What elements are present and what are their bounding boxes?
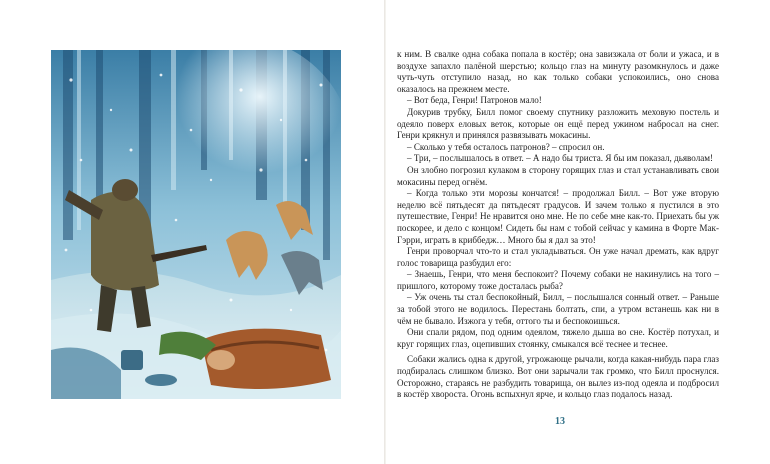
paragraph: Он злобно погрозил кулаком в сторону горящих глаз и стал устанавливать свои мокасины перед огнём. xyxy=(397,164,719,187)
page-number: 13 xyxy=(555,416,565,427)
winter-night-camp-illustration xyxy=(51,50,341,399)
paragraph: – Уж очень ты стал беспокойный, Билл, – послышался сонный ответ. – Раньше за тобой этого не водилось. Перестань болтать, спи, а утром встанешь как ни в чём не бывало. Изжога у тебя, оттого ты и беспокоишься. xyxy=(397,292,719,326)
paragraph: – Три, – послышалось в ответ. – А надо бы триста. Я бы им показал, дьяволам! xyxy=(407,153,714,164)
paragraph: к ним. В свалке одна собака попала в костёр; она завизжала от боли и ужаса, и в воздухе запахло палёной шерстью; кольцо глаз на минуту разомкнулось и даже чуть-чуть отступило назад, но как только собаки успокоились, оно снова оказалось на прежнем месте. xyxy=(397,49,719,94)
page-gutter xyxy=(384,0,386,464)
text-column xyxy=(397,49,719,401)
paragraph: Генри проворчал что-то и стал укладываться. Он уже начал дремать, как вдруг голос товарища разбудил его: xyxy=(397,246,719,268)
paragraph: Они спали рядом, под одним одеялом, тяжело дыша во сне. Костёр потухал, и круг горящих глаз, оцепивших стоянку, смыкался всё теснее и теснее. xyxy=(397,327,719,349)
paragraph: Докурив трубку, Билл помог своему спутнику разложить меховую постель и одеяло поверх еловых веток, которые он ещё перед ужином набросал на снег. Генри крякнул и принялся развязывать мокасины. xyxy=(397,106,719,141)
paragraph: – Сколько у тебя осталось патронов? – спросил он. xyxy=(407,141,605,152)
paragraph: – Вот беда, Генри! Патронов мало! xyxy=(407,95,542,106)
paragraph: – Когда только эти морозы кончатся! – продолжал Билл. – Вот уже вторую неделю всё пятьдесят да пятьдесят градусов. И зачем только я пустился в это путешествие, Генри! Не нравится оно мне. Не по себе мне как-то. Приехать бы уж поскорее, и дело с концом! Сидеть бы нам с тобой сейчас у камина в Форте Мак-Гэрри, играть в криббедж… Много бы я дал за это! xyxy=(397,188,719,245)
paragraph: Собаки жались одна к другой, угрожающе рычали, когда какая-нибудь пара глаз подбиралась слишком близко. Вот они зарычали так громко, что Билл проснулся. Осторожно, стараясь не разбудить товарища, он вылез из-под одеяла и подбросил в костёр хвороста. Огонь вспыхнул ярче, и кольцо глаз подалось назад. xyxy=(397,354,719,400)
paragraph: – Знаешь, Генри, что меня беспокоит? Почему собаки не накинулись на того – пришлого, которому тоже досталась рыба? xyxy=(397,269,719,291)
